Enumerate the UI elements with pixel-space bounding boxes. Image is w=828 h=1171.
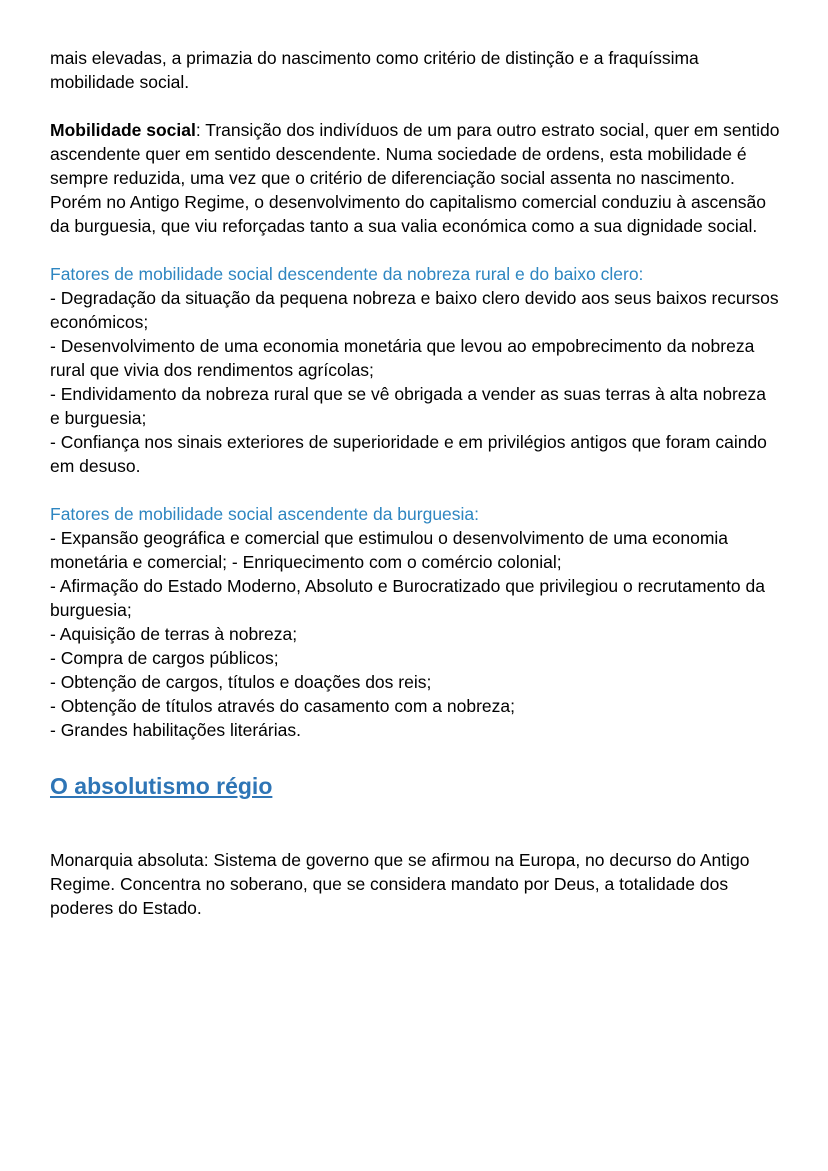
- subheading-factors-ascendente: Fatores de mobilidade social ascendente da burguesia:: [50, 504, 480, 524]
- definition-mobilidade-social: : Transição dos indivíduos de um para outro estrato social, quer em sentido ascendente quer em sentido descendente. Numa sociedade de ordens, esta mobilidade é sempre reduzida, uma vez que o critério de diferenciação social assenta no nascimento. Porém no Antigo Regime, o desenvolvimento do capitalismo comercial conduziu à ascensão da burguesia, que viu reforçadas tanto a sua valia económica como a sua dignidade social.: [50, 120, 780, 236]
- list-item-ascendente-4: - Compra de cargos públicos;: [50, 648, 279, 668]
- paragraph-mobilidade-social: [50, 118, 780, 238]
- list-item-ascendente-2: - Afirmação do Estado Moderno, Absoluto e Burocratizado que privilegiou o recrutamento da burguesia;: [50, 576, 765, 620]
- list-item-ascendente-1: - Expansão geográfica e comercial que estimulou o desenvolvimento de uma economia monetária e comercial; - Enriquecimento com o comércio colonial;: [50, 528, 729, 572]
- list-item-ascendente-3: - Aquisição de terras à nobreza;: [50, 624, 298, 644]
- list-item-descendente-2: - Desenvolvimento de uma economia monetária que levou ao empobrecimento da nobreza rural que vivia dos rendimentos agrícolas;: [50, 336, 755, 380]
- list-item-descendente-4: - Confiança nos sinais exteriores de superioridade e em privilégios antigos que foram caindo em desuso.: [50, 432, 767, 476]
- paragraph-intro-continuation: mais elevadas, a primazia do nascimento como critério de distinção e a fraquíssima mobilidade social.: [50, 48, 699, 92]
- list-item-ascendente-6: - Obtenção de títulos através do casamento com a nobreza;: [50, 696, 515, 716]
- heading-absolutismo-regio: O absolutismo régio: [50, 773, 273, 799]
- subheading-factors-descendente: Fatores de mobilidade social descendente da nobreza rural e do baixo clero:: [50, 264, 644, 284]
- list-item-ascendente-5: - Obtenção de cargos, títulos e doações dos reis;: [50, 672, 432, 692]
- list-item-descendente-1: - Degradação da situação da pequena nobreza e baixo clero devido aos seus baixos recursos económicos;: [50, 288, 779, 332]
- list-item-ascendente-7: - Grandes habilitações literárias.: [50, 720, 301, 740]
- section-factors-ascendente: [50, 502, 780, 742]
- list-item-descendente-3: - Endividamento da nobreza rural que se vê obrigada a vender as suas terras à alta nobreza e burguesia;: [50, 384, 766, 428]
- section-factors-descendente: [50, 262, 780, 478]
- paragraph-monarquia-absoluta: Monarquia absoluta: Sistema de governo que se afirmou na Europa, no decurso do Antigo Regime. Concentra no soberano, que se considera mandato por Deus, a totalidade dos poderes do Estado.: [50, 850, 750, 918]
- term-mobilidade-social: Mobilidade social: [50, 120, 196, 140]
